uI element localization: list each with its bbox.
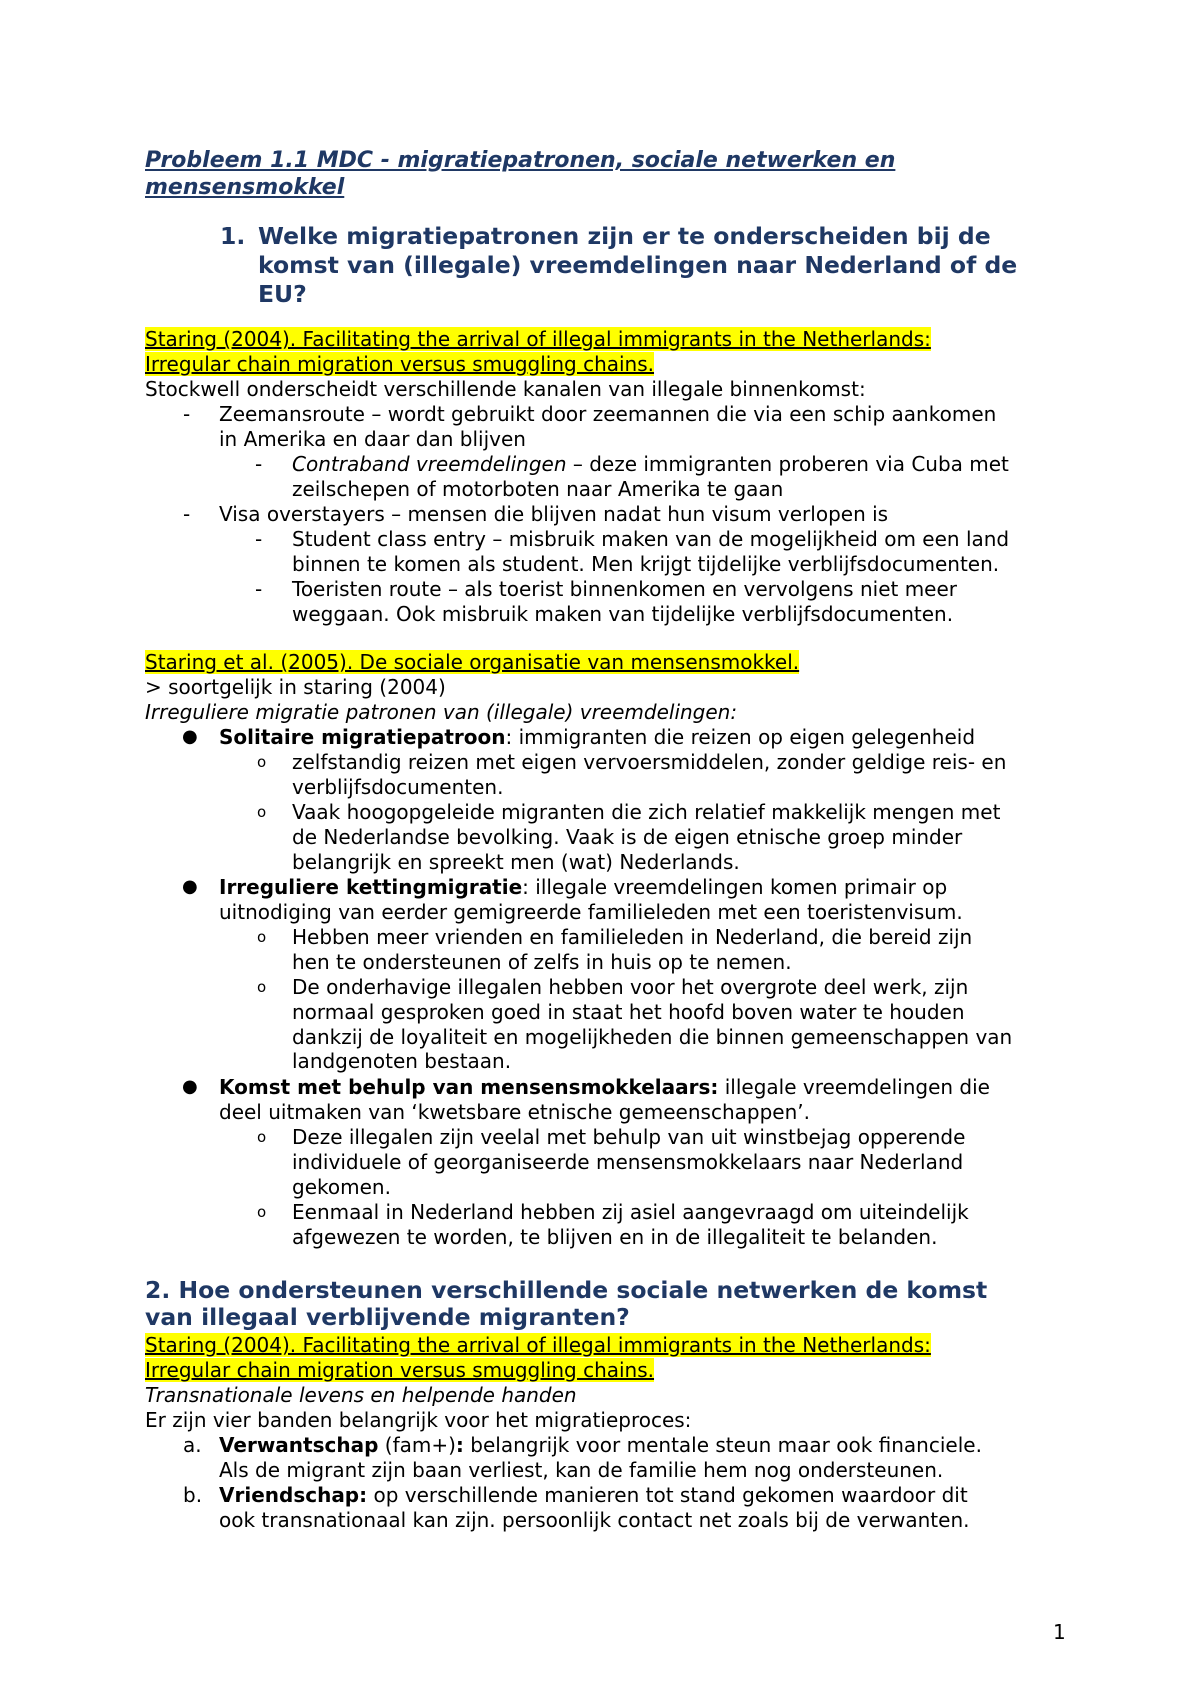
question-1-text	[258, 222, 1078, 309]
dash-marker: -	[183, 502, 191, 526]
circle-bullet-icon: o	[257, 978, 267, 996]
list-item	[292, 577, 957, 627]
list-item-text: belangrijk voor mentale steun maar ook financiele.	[463, 1433, 982, 1457]
source-citation	[145, 650, 799, 675]
list-item-text: – deze immigranten proberen via Cuba met	[566, 452, 1009, 476]
dash-marker: -	[183, 402, 191, 426]
bullet-term: Solitaire migratiepatroon	[219, 725, 506, 749]
title-line-1: Probleem 1.1 MDC - migratiepatronen, sociale netwerken en	[145, 148, 896, 173]
sub-item-line: hen te ondersteunen of zelfs in huis op te nemen.	[292, 949, 792, 974]
bullet-term: Komst met behulp van mensensmokkelaars:	[219, 1075, 719, 1099]
list-item	[292, 452, 1009, 502]
sub-item	[292, 750, 1006, 800]
list-term-colon: :	[455, 1433, 464, 1457]
bullet-text: : illegale vreemdelingen komen primair op	[522, 875, 948, 899]
document-title	[145, 147, 1070, 201]
list-item-line: Als de migrant zijn baan verliest, kan de familie hem nog ondersteunen.	[219, 1457, 944, 1482]
list-item-line: Toeristen route – als toerist binnenkomen en vervolgens niet meer	[292, 577, 958, 601]
list-item-line: ook transnationaal kan zijn. persoonlijk contact net zoals bij de verwanten.	[219, 1507, 970, 1532]
sub-item-line: afgewezen te worden, te blijven en in de illegaliteit te belanden.	[292, 1224, 938, 1249]
citation-line-1: Staring (2004). Facilitating the arrival of illegal immigrants in the Netherlands:	[145, 1333, 931, 1357]
bullet-icon: ●	[182, 876, 198, 897]
list-item-line: zeilschepen of motorboten naar Amerika te gaan	[292, 476, 784, 501]
sub-item-line: zelfstandig reizen met eigen vervoersmiddelen, zonder geldige reis- en	[292, 750, 1007, 774]
list-marker: b.	[183, 1483, 203, 1507]
bullet-text-line: deel uitmaken van ‘kwetsbare etnische gemeenschappen’.	[219, 1099, 810, 1124]
citation-line-2: Irregular chain migration versus smuggling chains.	[145, 351, 655, 376]
source-citation	[145, 1333, 931, 1383]
bullet-item	[219, 875, 963, 925]
italic-term: Contraband vreemdelingen	[292, 452, 567, 476]
list-item	[219, 502, 888, 527]
sub-item	[292, 1125, 965, 1199]
list-item-line: Zeemansroute – wordt gebruikt door zeemannen die via een schip aankomen	[219, 402, 997, 426]
bullet-text-line: uitnodiging van eerder gemigreerde familieleden met een toeristenvisum.	[219, 899, 963, 924]
bullet-icon: ●	[182, 1076, 198, 1097]
section-subtitle: Transnationale levens en helpende handen	[145, 1383, 577, 1407]
sub-item-line: Vaak hoogopgeleide migranten die zich relatief makkelijk mengen met	[292, 800, 1001, 824]
sub-item-line: Eenmaal in Nederland hebben zij asiel aangevraagd om uiteindelijk	[292, 1200, 969, 1224]
sub-item-line: Deze illegalen zijn veelal met behulp van uit winstbejag opperende	[292, 1125, 966, 1149]
circle-bullet-icon: o	[257, 803, 267, 821]
list-item-line: binnen te komen als student. Men krijgt tijdelijke verblijfsdocumenten.	[292, 551, 1000, 576]
bullet-text: : immigranten die reizen op eigen gelegenheid	[505, 725, 976, 749]
sub-item-line: belangrijk en spreekt men (wat) Nederlands.	[292, 849, 740, 874]
list-term: Vriendschap:	[219, 1483, 368, 1507]
list-term-note: (fam+)	[378, 1433, 456, 1457]
list-item-text: op verschillende manieren tot stand gekomen waardoor dit	[367, 1483, 968, 1507]
circle-bullet-icon: o	[257, 753, 267, 771]
list-item	[219, 1433, 982, 1483]
circle-bullet-icon: o	[257, 1203, 267, 1221]
question-2	[145, 1277, 1085, 1331]
list-item-line: in Amerika en daar dan blijven	[219, 426, 526, 451]
title-line-2: mensensmokkel	[145, 175, 345, 200]
source-citation	[145, 327, 931, 377]
question-2-line-2: van illegaal verblijvende migranten?	[145, 1303, 630, 1331]
list-term: Verwantschap	[219, 1433, 379, 1457]
note-line: > soortgelijk in staring (2004)	[145, 675, 446, 699]
sub-item-line: de Nederlandse bevolking. Vaak is de eigen etnische groep minder	[292, 824, 963, 849]
list-marker: a.	[183, 1433, 202, 1457]
list-item-line: weggaan. Ook misbruik maken van tijdelijke verblijfsdocumenten.	[292, 601, 954, 626]
sub-item-line: dankzij de loyaliteit en mogelijkheden die binnen gemeenschappen van	[292, 1024, 1013, 1049]
citation-line-2: Irregular chain migration versus smuggling chains.	[145, 1357, 655, 1382]
sub-item	[292, 975, 1012, 1074]
circle-bullet-icon: o	[257, 1128, 267, 1146]
bullet-icon: ●	[182, 726, 198, 747]
list-item	[219, 1483, 969, 1533]
citation-line-1: Staring (2004). Facilitating the arrival of illegal immigrants in the Netherlands:	[145, 327, 931, 351]
sub-item-line: gekomen.	[292, 1174, 391, 1199]
sub-item	[292, 925, 972, 975]
bullet-item	[219, 1075, 990, 1125]
bullet-text: illegale vreemdelingen die	[718, 1075, 990, 1099]
citation-line: Staring et al. (2005). De sociale organisatie van mensensmokkel.	[145, 650, 800, 674]
dash-marker: -	[255, 452, 263, 476]
question-2-line-1: 2. Hoe ondersteunen verschillende sociale netwerken de komst	[145, 1276, 988, 1304]
page-number: 1	[1053, 1620, 1066, 1644]
dash-marker: -	[255, 577, 263, 601]
question-1-line-3: EU?	[258, 280, 307, 308]
section-subtitle: Irreguliere migratie patronen van (illegale) vreemdelingen:	[145, 700, 738, 724]
sub-item-line: verblijfsdocumenten.	[292, 774, 504, 799]
bullet-item	[219, 725, 975, 750]
section-intro: Er zijn vier banden belangrijk voor het migratieproces:	[145, 1408, 692, 1432]
dash-marker: -	[255, 527, 263, 551]
sub-item-line: De onderhavige illegalen hebben voor het overgrote deel werk, zijn	[292, 975, 969, 999]
sub-item	[292, 1200, 969, 1250]
section-intro: Stockwell onderscheidt verschillende kanalen van illegale binnenkomst:	[145, 377, 866, 401]
sub-item-line: landgenoten bestaan.	[292, 1049, 512, 1074]
question-1-line-2: komst van (illegale) vreemdelingen naar Nederland of de	[258, 251, 1018, 279]
list-item-line: Student class entry – misbruik maken van de mogelijkheid om een land	[292, 527, 1010, 551]
question-1-number: 1.	[220, 222, 246, 250]
sub-item-line: Hebben meer vrienden en familieleden in Nederland, die bereid zijn	[292, 925, 973, 949]
question-1-line-1: Welke migratiepatronen zijn er te onderscheiden bij de	[258, 222, 991, 250]
bullet-term: Irreguliere kettingmigratie	[219, 875, 523, 899]
list-item	[292, 527, 1009, 577]
sub-item-line: normaal gesproken goed in staat het hoofd boven water te houden	[292, 999, 965, 1024]
list-item-line: Visa overstayers – mensen die blijven nadat hun visum verlopen is	[219, 502, 889, 526]
list-item	[219, 402, 996, 452]
sub-item-line: individuele of georganiseerde mensensmokkelaars naar Nederland	[292, 1149, 964, 1174]
sub-item	[292, 800, 1000, 874]
circle-bullet-icon: o	[257, 928, 267, 946]
